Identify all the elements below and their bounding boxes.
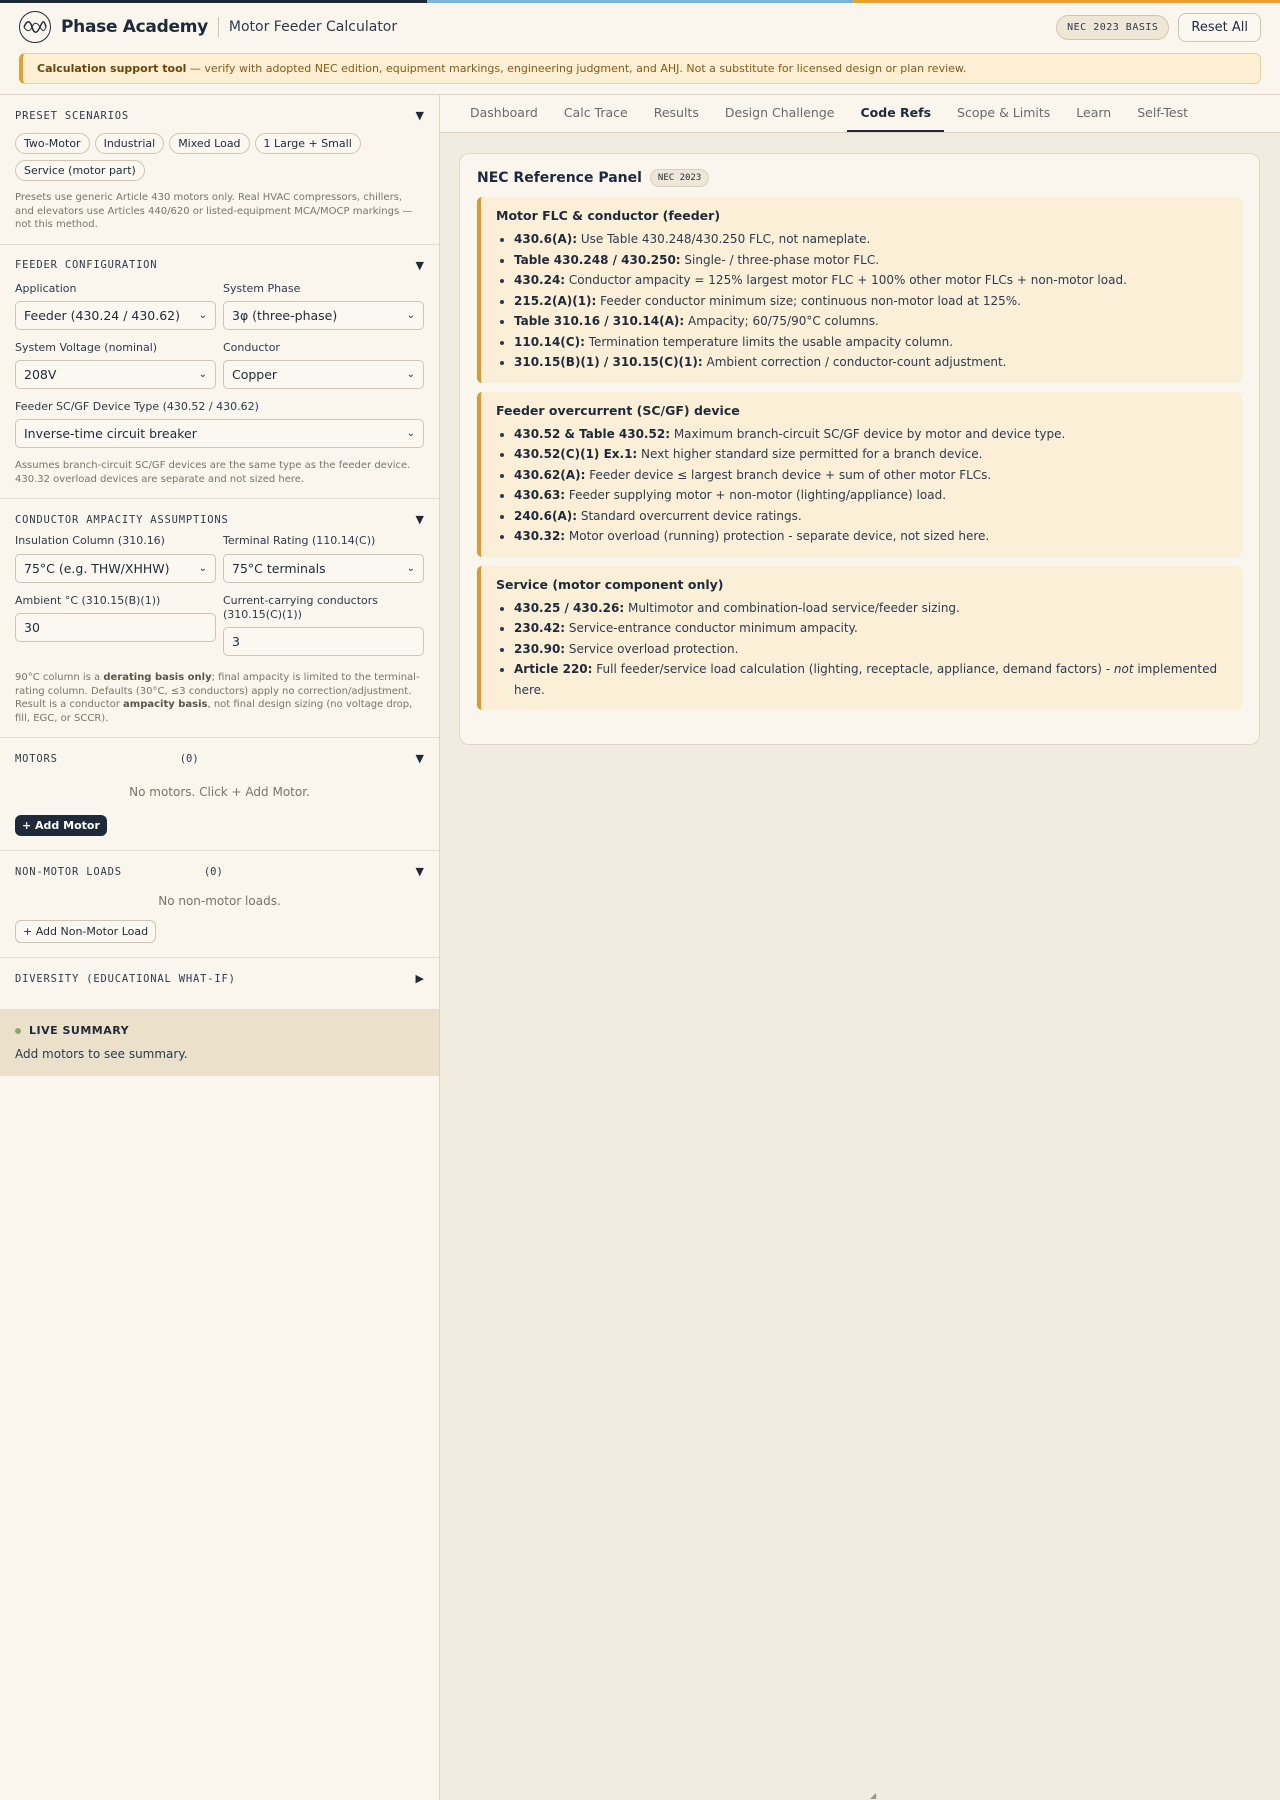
reference-item [514, 598, 1228, 619]
system-voltage-label: System Voltage (nominal) [15, 340, 158, 354]
code-description: Service overload protection. [565, 641, 739, 656]
section-title: CONDUCTOR AMPACITY ASSUMPTIONS [15, 513, 229, 526]
code-description: Use Table 430.248/430.250 FLC, not nameplate. [577, 232, 871, 246]
reference-item [514, 506, 1228, 527]
code-section: 110.14(C): [514, 334, 585, 349]
code-description-tail: implemented here. [514, 662, 1218, 697]
code-section: 430.25 / 430.26: [514, 600, 625, 615]
nec-basis-badge: NEC 2023 BASIS [1056, 15, 1169, 40]
presets-note: Presets use generic Article 430 motors only. Real HVAC compressors, chillers, and elevators use Articles 440/620 or listed-equipment MCA/MOCP markings — not this method. [15, 192, 413, 230]
sine-wave-icon [19, 11, 51, 43]
reference-card-title: Feeder overcurrent (SC/GF) device [496, 402, 740, 418]
motors-section [0, 738, 439, 851]
code-description: Feeder device ≤ largest branch device + sum of other motor FLCs. [585, 467, 992, 482]
terminal-rating-select[interactable] [223, 554, 424, 583]
note-text: , not final design sizing (no voltage drop, fill, EGC, or SCCR). [15, 699, 413, 724]
selected-value: 208V [24, 367, 57, 383]
code-section: 430.63: [514, 488, 566, 502]
code-section: 215.2(A)(1): [514, 293, 597, 308]
reference-list [496, 229, 1228, 373]
ccc-label: Current-carrying conductors (310.15(C)(1)) [223, 593, 378, 621]
add-non-motor-load-button[interactable]: + Add Non-Motor Load [15, 920, 156, 943]
code-description: Ampacity; 60/75/90°C columns. [684, 314, 879, 328]
selected-value: Feeder (430.24 / 430.62) [24, 307, 181, 323]
brand-name: Phase Academy [61, 17, 208, 37]
section-title: DIVERSITY (EDUCATIONAL WHAT-IF) [15, 972, 236, 985]
tab-code-refs[interactable]: Code Refs [847, 95, 944, 132]
reference-item [514, 659, 1228, 700]
code-description: Full feeder/service load calculation (lighting, receptacle, appliance, demand factors) - [592, 662, 1114, 676]
preset-scenarios-header[interactable] [15, 109, 424, 122]
non-motor-count: (0) [203, 865, 223, 878]
reference-item [514, 250, 1228, 271]
resize-handle-icon[interactable]: ◢ [870, 1791, 877, 1800]
notice-bar [0, 51, 1280, 95]
device-type-select[interactable] [15, 419, 424, 448]
code-description: Service-entrance conductor minimum ampacity. [565, 621, 858, 635]
code-section: 430.52 & Table 430.52: [514, 426, 670, 441]
reference-list [496, 424, 1228, 547]
chevron-down-icon: ⌄ [198, 309, 207, 321]
collapse-toggle-icon[interactable]: ▼ [415, 752, 424, 766]
reference-item [514, 526, 1228, 547]
system-phase-field [223, 282, 424, 330]
tab-design-challenge[interactable]: Design Challenge [724, 105, 835, 120]
preset-chip-large-small[interactable]: 1 Large + Small [255, 133, 361, 154]
ccc-field [223, 594, 424, 657]
reference-card [477, 197, 1242, 383]
device-type-label: Feeder SC/GF Device Type (430.52 / 430.62) [15, 400, 259, 414]
ampacity-assumptions-section [0, 499, 439, 738]
code-section: 430.6(A): [514, 232, 578, 246]
device-type-field [15, 400, 424, 448]
tab-learn[interactable]: Learn [1076, 105, 1112, 120]
insulation-column-field [15, 534, 216, 582]
feeder-note: Assumes branch-circuit SC/GF devices are the same type as the feeder device. 430.32 overload devices are separate and not sized here. [15, 460, 411, 485]
reference-item [514, 639, 1228, 660]
feeder-configuration-header[interactable] [15, 259, 424, 272]
code-description: Maximum branch-circuit SC/GF device by motor and device type. [670, 426, 1066, 441]
code-description: Feeder supplying motor + non-motor (lighting/appliance) load. [565, 488, 947, 502]
live-summary-title: LIVE SUMMARY [29, 1024, 130, 1038]
system-voltage-field [15, 341, 216, 389]
reference-item [514, 229, 1228, 250]
selected-value: Inverse-time circuit breaker [24, 426, 197, 442]
code-section: 240.6(A): [514, 508, 578, 523]
stripe-segment-blue [427, 0, 854, 3]
reference-item [514, 485, 1228, 506]
conductor-select[interactable] [223, 360, 424, 389]
reference-card-title: Motor FLC & conductor (feeder) [496, 208, 721, 223]
reference-item [514, 352, 1228, 373]
code-description: Standard overcurrent device ratings. [577, 508, 802, 523]
code-section: Table 430.248 / 430.250: [514, 252, 681, 267]
nec-edition-badge: NEC 2023 [650, 169, 709, 187]
section-title: NON-MOTOR LOADS [15, 865, 122, 878]
app-header [0, 3, 1280, 51]
terminal-rating-field [223, 534, 424, 582]
code-section: 430.52(C)(1) Ex.1: [514, 447, 638, 461]
sidebar [0, 95, 440, 1800]
header-divider [218, 17, 219, 37]
code-section: 430.32: [514, 529, 566, 543]
tab-calc-trace[interactable]: Calc Trace [563, 105, 628, 120]
add-motor-button[interactable]: + Add Motor [15, 815, 107, 836]
reference-item [514, 270, 1228, 291]
chevron-down-icon: ⌄ [406, 309, 415, 321]
reset-all-button[interactable]: Reset All [1178, 13, 1261, 42]
chevron-down-icon: ⌄ [406, 428, 415, 440]
collapse-toggle-icon[interactable]: ▼ [415, 865, 424, 879]
preset-scenarios-section [0, 95, 439, 245]
diversity-header[interactable] [15, 972, 424, 985]
system-phase-label: System Phase [223, 281, 301, 295]
reference-item [514, 465, 1228, 486]
preset-chip-industrial[interactable]: Industrial [95, 133, 165, 154]
reference-card-list [477, 197, 1242, 710]
status-dot-icon [15, 1028, 21, 1034]
section-title: PRESET SCENARIOS [15, 109, 129, 122]
code-description: Single- / three-phase motor FLC. [680, 252, 880, 267]
ambient-field [15, 594, 216, 657]
tab-scope-limits[interactable]: Scope & Limits [957, 105, 1051, 120]
insulation-column-select[interactable] [15, 554, 216, 583]
nec-reference-panel [459, 153, 1260, 745]
calc-support-notice [19, 53, 1261, 84]
code-section: Article 220: [514, 662, 593, 676]
motor-count: (0) [179, 752, 199, 765]
code-description: Next higher standard size permitted for a branch device. [637, 447, 983, 461]
ccc-input[interactable]: 3 [223, 627, 424, 656]
note-text: 90°C column is a [15, 672, 104, 684]
live-summary-text: Add motors to see summary. [15, 1047, 188, 1062]
feeder-configuration-section [0, 245, 439, 500]
code-section: Table 310.16 / 310.14(A): [514, 314, 685, 328]
notice-text: — verify with adopted NEC edition, equipment markings, engineering judgment, and AHJ. Not a substitute for licensed design or plan review. [186, 62, 967, 75]
collapse-toggle-icon[interactable]: ▼ [415, 109, 424, 122]
code-description: Ambient correction / conductor-count adjustment. [702, 355, 1007, 369]
main-content [440, 95, 1280, 1800]
tab-dashboard[interactable]: Dashboard [470, 105, 538, 120]
note-bold: derating basis only [103, 672, 212, 684]
system-voltage-select[interactable] [15, 360, 216, 389]
conductor-field [223, 341, 424, 389]
code-description: Motor overload (running) protection - separate device, not sized here. [565, 529, 990, 543]
application-label: Application [15, 281, 77, 295]
code-description: Termination temperature limits the usable ampacity column. [584, 334, 954, 349]
chevron-down-icon: ⌄ [198, 562, 207, 574]
selected-value: Copper [232, 367, 278, 383]
ampacity-assumptions-header[interactable] [15, 513, 424, 526]
tab-self-test[interactable]: Self-Test [1137, 105, 1189, 120]
non-motor-empty-state: No non-motor loads. [158, 894, 281, 909]
collapse-toggle-icon[interactable]: ▼ [415, 258, 424, 272]
emphasis: not [1113, 662, 1134, 676]
reference-card [477, 566, 1242, 711]
motors-empty-state: No motors. Click + Add Motor. [129, 785, 310, 800]
reference-item [514, 332, 1228, 353]
selected-value: 75°C terminals [232, 560, 326, 576]
stripe-segment-orange [853, 0, 1280, 3]
insulation-column-label: Insulation Column (310.16) [15, 534, 165, 548]
selected-value: 3φ (three-phase) [232, 307, 338, 323]
system-phase-select[interactable] [223, 301, 424, 330]
reference-item [514, 424, 1228, 445]
app-title: Motor Feeder Calculator [228, 19, 398, 35]
preset-chip-service[interactable]: Service (motor part) [15, 160, 145, 181]
reference-item [514, 444, 1228, 465]
terminal-rating-label: Terminal Rating (110.14(C)) [223, 534, 376, 548]
ampacity-note [15, 671, 424, 725]
collapse-toggle-icon[interactable]: ▼ [415, 513, 424, 527]
tab-bar [440, 95, 1280, 133]
reference-list [496, 598, 1228, 701]
chevron-down-icon: ⌄ [406, 369, 415, 381]
panel-title: NEC Reference Panel [477, 170, 642, 186]
stripe-segment-navy [0, 0, 427, 3]
reference-card [477, 392, 1242, 557]
note-text: ; final ampacity is limited to the terminal-rating column. Defaults (30°C, ≤3 conductors) apply no correction/adjustment. Result is a conductor [15, 672, 420, 711]
section-title: FEEDER CONFIGURATION [15, 259, 158, 271]
non-motor-loads-header[interactable] [15, 865, 424, 878]
code-description: Conductor ampacity = 125% largest motor FLC + 100% other motor FLCs + non-motor load. [565, 273, 1127, 287]
code-section: 230.90: [514, 641, 566, 656]
code-description: Multimotor and combination-load service/feeder sizing. [624, 600, 960, 615]
application-field [15, 282, 216, 330]
note-bold: ampacity basis [123, 699, 208, 711]
code-section: 230.42: [514, 621, 566, 635]
diversity-section [0, 958, 439, 1010]
panel-header [477, 169, 1242, 187]
code-section: 310.15(B)(1) / 310.15(C)(1): [514, 355, 703, 369]
notice-bold: Calculation support tool [37, 62, 187, 75]
code-description: Feeder conductor minimum size; continuous non-motor load at 125%. [596, 293, 1021, 308]
selected-value: 75°C (e.g. THW/XHHW) [24, 560, 170, 576]
chevron-down-icon: ⌄ [406, 562, 415, 574]
expand-toggle-icon[interactable]: ▶ [415, 972, 424, 986]
preset-chip-two-motor[interactable]: Two-Motor [15, 133, 90, 154]
section-title: MOTORS [15, 752, 58, 765]
reference-item [514, 311, 1228, 332]
motors-header[interactable] [15, 752, 424, 765]
tab-results[interactable]: Results [653, 105, 699, 120]
reference-item [514, 291, 1228, 312]
non-motor-loads-section [0, 851, 439, 958]
code-section: 430.24: [514, 273, 566, 287]
preset-chip-mixed-load[interactable]: Mixed Load [169, 133, 249, 154]
live-summary-header [15, 1024, 424, 1037]
chevron-down-icon: ⌄ [198, 369, 207, 381]
ambient-label: Ambient °C (310.15(B)(1)) [15, 593, 161, 607]
code-section: 430.62(A): [514, 467, 586, 482]
application-select[interactable] [15, 301, 216, 330]
conductor-label: Conductor [223, 340, 280, 354]
reference-item [514, 618, 1228, 639]
live-summary [0, 1010, 439, 1076]
top-accent-stripe [0, 0, 1280, 3]
reference-card-title: Service (motor component only) [496, 576, 724, 592]
preset-chip-list [15, 133, 424, 181]
ambient-input[interactable]: 30 [15, 613, 216, 642]
